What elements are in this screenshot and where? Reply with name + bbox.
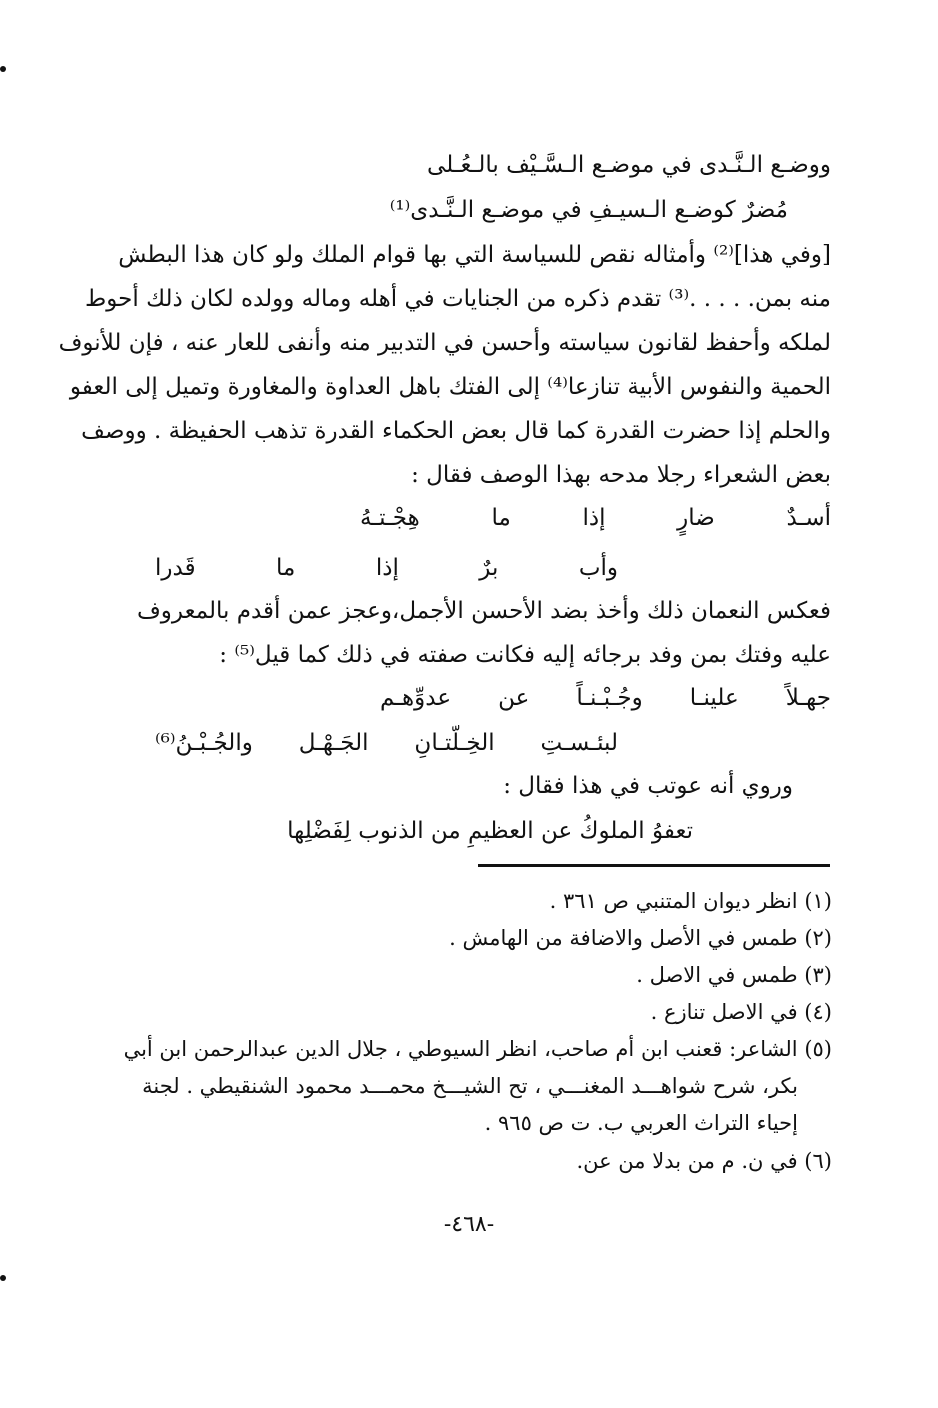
footnote-separator	[478, 864, 830, 867]
verse-word: عدوِّهـم	[380, 685, 452, 711]
scan-edge-mark	[0, 1275, 6, 1281]
paragraph-line: الحمية والنفوس الأبية تنازعا⁽⁴⁾ إلى الفتك باهل العداوة والمغاورة وتميل إلى العفو	[69, 374, 831, 400]
verse-word: الجَـهْـل	[298, 730, 369, 756]
verse-line	[155, 728, 618, 758]
verse-word: الخِـلّتـانِ	[414, 730, 495, 756]
verse-word: أسـدٌ	[786, 505, 831, 531]
verse-line	[360, 503, 831, 533]
footnote: (٤) في الاصل تنازع .	[650, 1000, 832, 1024]
paragraph-line: [وفي هذا]⁽²⁾ وأمثاله نقص للسياسة التي بها قوام الملك ولو كان هذا البطش	[118, 242, 831, 268]
verse-word: لبئـسـتِ	[540, 730, 618, 756]
paragraph-line: فعكس النعمان ذلك وأخذ بضد الأحسن الأجمل،وعجز عمن أقدم بالمعروف	[136, 598, 831, 624]
verse-word: برٌ	[479, 555, 499, 581]
paragraph-line: منه بمن. . . . .⁽³⁾ تقدم ذكره من الجنايات في أهله وماله وولده لكان ذلك أحوط	[85, 286, 831, 312]
verse-word: جهـلاً	[785, 685, 831, 711]
verse-word: علينـا	[689, 685, 739, 711]
paragraph-line: والحلم إذا حضرت القدرة كما قال بعض الحكماء القدرة تذهب الحفيظة . ووصف	[81, 418, 831, 444]
page-number: -٤٦٨-	[443, 1212, 495, 1237]
paragraph-line: بعض الشعراء رجلا مدحه بهذا الوصف فقال :	[411, 462, 831, 488]
footnote-continuation: إحياء التراث العربي ب. ت ص ٩٦٥ .	[484, 1111, 798, 1135]
verse-word: هِجْـتـهُ	[360, 505, 420, 531]
footnote: (١) انظر ديوان المتنبي ص ٣٦١ .	[549, 889, 832, 913]
verse-word: إذا	[582, 505, 606, 531]
verse-line	[380, 683, 831, 713]
verse-word: والجُـبْـنُ⁽⁶⁾	[155, 730, 253, 756]
paragraph-line: عليه وفتك بمن وفد برجائه إليه فكانت صفته في ذلك كما قيل⁽⁵⁾ :	[219, 642, 831, 668]
verse-word: ضارٍ	[677, 505, 715, 531]
footnote: (٣) طمس في الاصل .	[636, 963, 832, 987]
verse-word: ما	[491, 505, 511, 531]
paragraph-line: لملكه وأحفظ لقانون سياسته وأحسن في التدبير منه وأنفى للعار عنه ، فإن للأنوف	[58, 330, 831, 356]
verse-line	[155, 553, 618, 583]
footnote: (٢) طمس في الأصل والاضافة من الهامش .	[449, 926, 832, 950]
verse-word: وأب	[578, 555, 618, 581]
verse-word: إذا	[375, 555, 399, 581]
scan-edge-mark	[0, 66, 6, 72]
verse-line: تعفوُ الملوكُ عن العظيمِ من الذنوب لِفَضْلِها	[287, 818, 693, 844]
paragraph-line: وروي أنه عوتب في هذا فقال :	[503, 773, 793, 799]
verse-line: ووضـع الـنَّـدى في موضـع الـسَّـيْف بالـعُـلى	[427, 152, 831, 178]
footnote: (٦) في ن. م من بدلا من عن.	[576, 1149, 832, 1173]
verse-line: مُضرٌ كوضـع الـسيـفِ في موضـع الـنَّـدى⁽¹⁾	[389, 197, 788, 223]
verse-word: وجُـبْـنـاً	[576, 685, 643, 711]
footnote-continuation: بكر، شرح شواهـــد المغنـــي ، تح الشيـــخ محمـــد محمود الشنقيطي . لجنة	[142, 1074, 798, 1098]
footnote: (٥) الشاعر: قعنب ابن أم صاحب، انظر السيوطي ، جلال الدين عبدالرحمن ابن أبي	[123, 1037, 832, 1061]
verse-word: ما	[276, 555, 296, 581]
verse-word: عن	[498, 685, 530, 711]
verse-word: قَدرا	[155, 555, 196, 581]
